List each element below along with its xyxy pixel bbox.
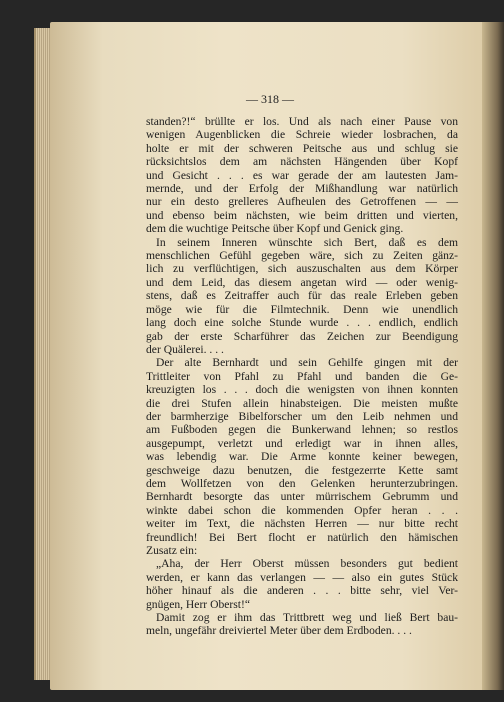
spine-shadow (482, 22, 504, 690)
text-line: lich zu verflüchtigen, sich auszuschalten aus dem Körper (146, 262, 458, 276)
text-line: rücksichtslos dem am nächsten Hängenden über Kopf (146, 155, 458, 169)
text-line: meln, ungefähr dreiviertel Meter über dem Erdboden. . . . (146, 624, 412, 638)
text-line: menschlichen Gefühl gegeben wäre, sich zu Zeiten gänz- (146, 249, 458, 263)
text-line: Bernhardt besorgte das unter mürrischem Gebrumm und (146, 490, 458, 504)
text-line: gnügen, Herr Oberst!“ (146, 597, 250, 611)
text-line: geschweige dazu benutzen, die festgezerrte Kette samt (146, 463, 458, 477)
text-line: möge wie für die Filmtechnik. Denn wie unendlich (146, 302, 458, 316)
text-line: Der alte Bernhardt und sein Gehilfe gingen mit der (156, 356, 458, 370)
text-line: Damit zog er ihm das Trittbrett weg und ließ Bert bau- (156, 611, 458, 625)
text-line: freundlich! Bei Bert flocht er natürlich den hämischen (146, 530, 458, 544)
body-text (146, 115, 458, 638)
text-line: der barmherzige Bibelforscher um den Leib nehmen und (146, 409, 458, 423)
text-line: dem Wollfetzen von den Gelenken herunterzubringen. (146, 476, 458, 490)
text-line: lang doch eine solche Stunde wurde . . . endlich, endlich (146, 316, 458, 330)
book-page (50, 22, 490, 690)
text-line: werden, er kann das verlangen — — also ein gutes Stück (146, 570, 458, 584)
text-line: dem die wuchtige Peitsche über Kopf und Genick ging. (146, 222, 404, 236)
text-line: was lebendig war. Die Arme konnte keiner bewegen, (146, 450, 458, 464)
text-line: In seinem Inneren wünschte sich Bert, daß es dem (156, 235, 458, 249)
text-line: der Quälerei. . . . (146, 342, 224, 356)
text-line: höher hinauf als die anderen . . . bitte sehr, viel Ver- (146, 584, 458, 598)
text-line: und Gesicht . . . es war gerade der am lautesten Jam- (146, 168, 458, 182)
text-line: und dem Leid, das diesem angetan wird — oder wenig- (146, 275, 458, 289)
text-line: stens, daß es Zeitraffer auch für das reale Erleben geben (146, 289, 458, 303)
text-line: „Aha, der Herr Oberst müssen besonders gut bedient (156, 557, 458, 571)
text-line: holte er mit der schweren Peitsche aus und schlug sie (146, 141, 458, 155)
text-line: kreuzigten los . . . doch die wenigsten von ihnen konnten (146, 383, 458, 397)
text-line: winkte dabei schon die kommenden Opfer heran . . . (146, 503, 458, 517)
text-line: ausgepumpt, verletzt und erledigt war in ihnen alles, (146, 436, 458, 450)
text-line: Zusatz ein: (146, 544, 198, 557)
text-line: standen?!“ brüllte er los. Und als nach einer Pause von (146, 115, 458, 128)
text-line: die drei Stufen allein hinabsteigen. Die meisten mußte (146, 396, 458, 410)
text-line: und ebenso beim nächsten, wie beim dritten und vierten, (146, 208, 458, 222)
text-line: Trittleiter von Pfahl zu Pfahl und banden die Ge- (146, 369, 458, 383)
page-number: — 318 — (246, 92, 294, 106)
text-line: weiter im Text, die nächsten Herren — nur bitte recht (146, 517, 458, 531)
text-line: gab der erste Scharführer das Zeichen zur Beendigung (146, 329, 458, 343)
text-line: nur ein desto grelleres Aufheulen des Getroffenen — — (146, 195, 458, 209)
text-line: wenigen Augenblicken die Schreie wieder losbrachen, da (146, 128, 458, 142)
text-line: am Fußboden gegen die Bunkerwand lehnen; so restlos (146, 423, 458, 437)
text-line: mernde, und der Erfolg der Mißhandlung war natürlich (146, 182, 458, 196)
